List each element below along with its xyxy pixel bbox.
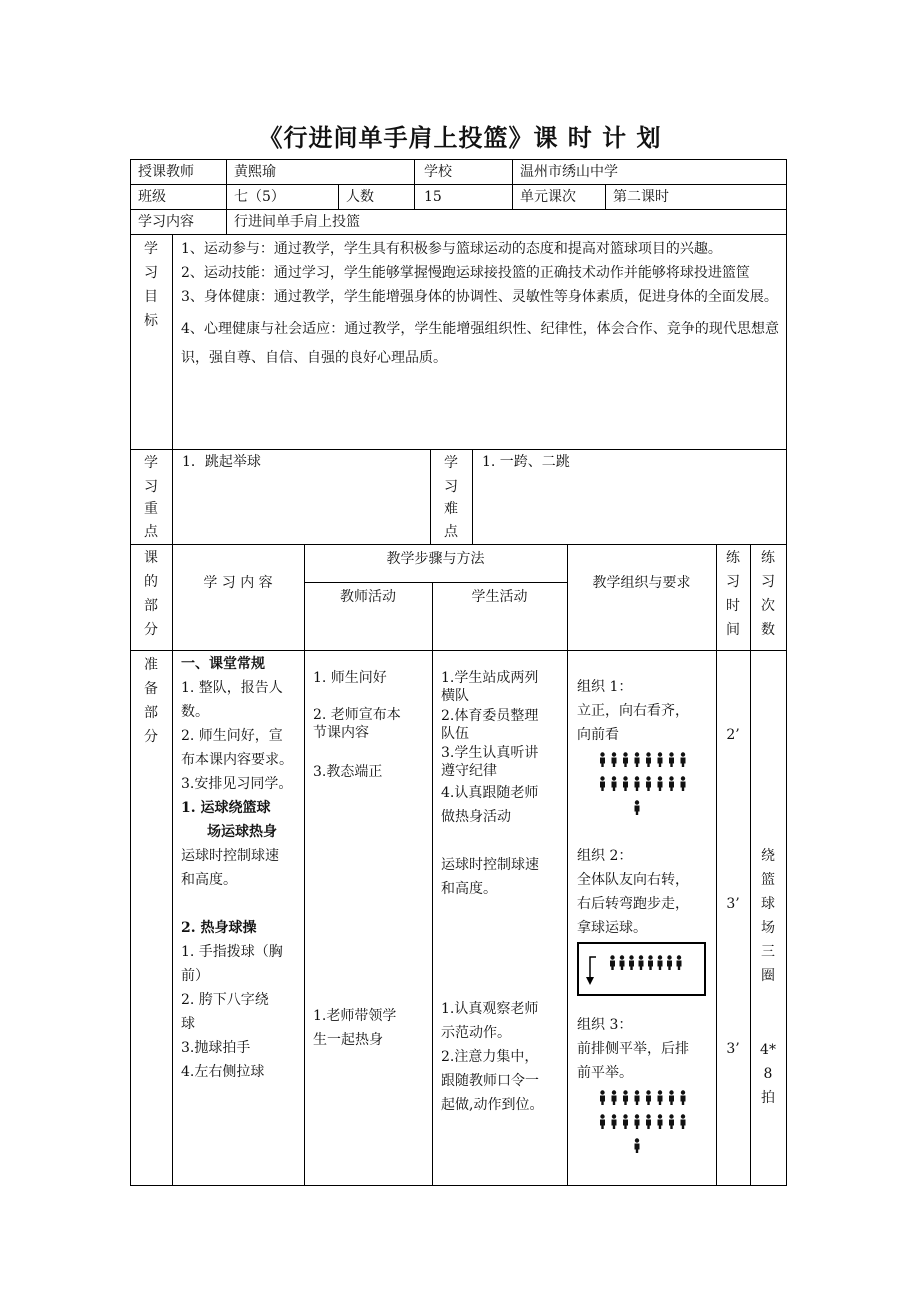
student-figure-body bbox=[648, 961, 653, 967]
objective-item: 1、运动参与：通过教学，学生具有积极参与篮球运动的态度和提高对篮球项目的兴趣。 bbox=[181, 241, 722, 257]
student-figure-body bbox=[669, 1096, 674, 1102]
page-title: 《行进间单手肩上投篮》课 时 计 划 bbox=[258, 124, 662, 152]
student-figure bbox=[629, 955, 633, 959]
unit-value: 第二课时 bbox=[613, 189, 669, 205]
student-figure-body bbox=[600, 782, 605, 788]
key-points-text: 1．跳起举球 bbox=[182, 454, 261, 470]
header-student-activity: 学生活动 bbox=[471, 589, 528, 605]
student-figure bbox=[646, 1114, 650, 1118]
student-figure bbox=[677, 955, 681, 959]
student-figure bbox=[623, 1090, 627, 1094]
student-figure bbox=[658, 955, 662, 959]
student-figure-body bbox=[669, 758, 674, 764]
student-figure bbox=[635, 1138, 639, 1142]
student-figure bbox=[646, 752, 650, 756]
count-value: 15 bbox=[424, 189, 442, 205]
student-figure bbox=[623, 1114, 627, 1118]
student-figure bbox=[612, 776, 616, 780]
student-figure bbox=[623, 776, 627, 780]
student-figure-body bbox=[681, 1096, 686, 1102]
student-figure bbox=[669, 1114, 673, 1118]
student-figure bbox=[612, 752, 616, 756]
student-figure bbox=[610, 955, 614, 959]
student-figure bbox=[612, 1090, 616, 1094]
student-figure-body bbox=[635, 806, 640, 812]
student-figure-body bbox=[669, 782, 674, 788]
teacher-label: 授课教师 bbox=[138, 164, 194, 180]
class-label: 班级 bbox=[138, 189, 166, 205]
difficulties-text: 1. 一跨、二跳 bbox=[482, 454, 570, 470]
objectives-list bbox=[181, 237, 779, 373]
student-figure-body bbox=[681, 782, 686, 788]
student-figure-body bbox=[635, 1144, 640, 1150]
student-figure-body bbox=[658, 758, 663, 764]
student-figure-body bbox=[612, 1120, 617, 1126]
teacher-value: 黄熙瑜 bbox=[234, 164, 276, 180]
student-figure-body bbox=[600, 1096, 605, 1102]
student-figure-body bbox=[623, 1120, 628, 1126]
student-figure-body bbox=[623, 1096, 628, 1102]
student-figure bbox=[646, 1090, 650, 1094]
student-figure bbox=[658, 752, 662, 756]
student-figure-body bbox=[667, 961, 672, 967]
student-figure-body bbox=[620, 961, 625, 967]
objective-item: 3、身体健康：通过教学，学生能增强身体的协调性、灵敏性等身体素质，促进身体的全面发展。 bbox=[181, 289, 778, 305]
student-figure bbox=[600, 1114, 604, 1118]
student-figure-body bbox=[635, 1096, 640, 1102]
student-figure bbox=[620, 955, 624, 959]
student-figure-body bbox=[635, 758, 640, 764]
school-label: 学校 bbox=[424, 164, 452, 180]
time-2: 3’ bbox=[726, 896, 740, 912]
student-figure-body bbox=[612, 782, 617, 788]
class-value: 七（5） bbox=[234, 189, 285, 205]
time-1: 2’ bbox=[726, 727, 740, 743]
time-3: 3’ bbox=[726, 1041, 740, 1057]
student-figure bbox=[635, 1090, 639, 1094]
student-figure bbox=[681, 776, 685, 780]
unit-label: 单元课次 bbox=[520, 189, 576, 205]
student-figure-body bbox=[612, 1096, 617, 1102]
student-figure bbox=[681, 1114, 685, 1118]
student-figure bbox=[669, 752, 673, 756]
student-figure bbox=[600, 752, 604, 756]
student-figure-body bbox=[646, 1096, 651, 1102]
student-figure bbox=[658, 776, 662, 780]
content-label: 学习内容 bbox=[138, 214, 194, 230]
student-figure-body bbox=[658, 782, 663, 788]
student-figure bbox=[600, 776, 604, 780]
student-figure-body bbox=[635, 1120, 640, 1126]
header-content: 学 习 内 容 bbox=[203, 575, 273, 591]
student-figure-body bbox=[635, 782, 640, 788]
student-figure bbox=[669, 1090, 673, 1094]
student-figure bbox=[669, 776, 673, 780]
content-value: 行进间单手肩上投篮 bbox=[234, 214, 360, 230]
student-figure bbox=[635, 776, 639, 780]
student-figure bbox=[667, 955, 671, 959]
header-org: 教学组织与要求 bbox=[592, 575, 691, 591]
student-figure bbox=[639, 955, 643, 959]
student-figure bbox=[681, 1090, 685, 1094]
student-figure bbox=[635, 1114, 639, 1118]
student-figure-body bbox=[669, 1120, 674, 1126]
student-figure-body bbox=[658, 1120, 663, 1126]
student-figure bbox=[658, 1114, 662, 1118]
student-figure bbox=[646, 776, 650, 780]
count-label: 人数 bbox=[346, 189, 374, 205]
header-steps: 教学步骤与方法 bbox=[386, 551, 485, 567]
student-figure bbox=[681, 752, 685, 756]
student-figure bbox=[623, 752, 627, 756]
student-figure bbox=[648, 955, 652, 959]
student-figure-body bbox=[658, 961, 663, 967]
student-figure-body bbox=[646, 758, 651, 764]
student-figure-body bbox=[681, 758, 686, 764]
student-figure-body bbox=[639, 961, 644, 967]
student-figure-body bbox=[658, 1096, 663, 1102]
student-figure-body bbox=[612, 758, 617, 764]
student-figure-body bbox=[681, 1120, 686, 1126]
student-figure-body bbox=[677, 961, 682, 967]
student-figure-body bbox=[629, 961, 634, 967]
student-figure bbox=[635, 752, 639, 756]
student-figure-body bbox=[600, 1120, 605, 1126]
student-figure bbox=[635, 800, 639, 804]
student-figure-body bbox=[646, 782, 651, 788]
student-figure-body bbox=[610, 961, 615, 967]
student-figure bbox=[600, 1090, 604, 1094]
student-figure-body bbox=[646, 1120, 651, 1126]
student-figure-body bbox=[623, 782, 628, 788]
student-figure bbox=[658, 1090, 662, 1094]
student-figure bbox=[612, 1114, 616, 1118]
objective-item: 4、心理健康与社会适应：通过教学，学生能增强组织性、纪律性，体会合作、竞争的现代思想意识，强自尊、自信、自强的良好心理品质。 bbox=[181, 321, 779, 366]
student-figure-body bbox=[623, 758, 628, 764]
school-value: 温州市绣山中学 bbox=[520, 164, 618, 180]
header-teacher-activity: 教师活动 bbox=[340, 589, 396, 605]
objective-item: 2、运动技能：通过学习，学生能够掌握慢跑运球接投篮的正确技术动作并能够将球投进篮筐 bbox=[181, 265, 750, 281]
student-figure-body bbox=[600, 758, 605, 764]
